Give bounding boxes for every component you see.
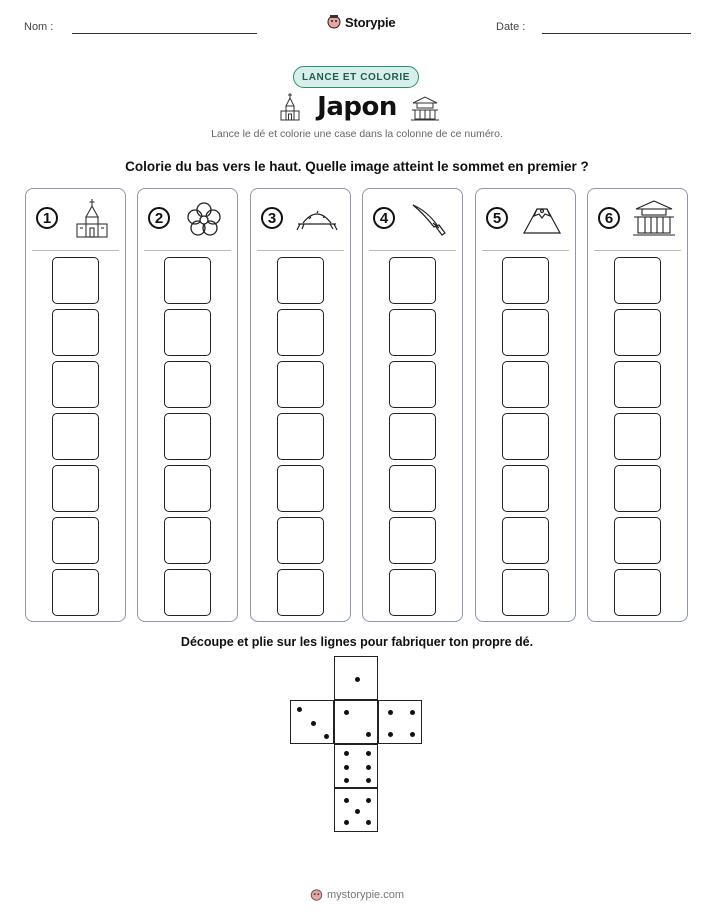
color-cell[interactable] <box>502 257 549 304</box>
color-cell[interactable] <box>614 361 661 408</box>
dice-pip <box>355 809 360 814</box>
color-cell[interactable] <box>389 517 436 564</box>
date-line[interactable] <box>542 33 691 34</box>
dice-pip <box>366 732 371 737</box>
color-cell[interactable] <box>52 257 99 304</box>
dice-caption: Découpe et plie sur les lignes pour fabriquer ton propre dé. <box>180 635 534 649</box>
column-4 <box>362 188 463 622</box>
date-label: Date : <box>496 21 526 33</box>
dice-face-4 <box>378 700 422 744</box>
column-5 <box>475 188 576 622</box>
column-number: 3 <box>261 207 283 229</box>
dice-net <box>290 656 426 836</box>
dice-pip <box>344 710 349 715</box>
color-cell[interactable] <box>614 309 661 356</box>
color-cell[interactable] <box>614 517 661 564</box>
page-title: Japon <box>317 92 397 122</box>
color-cell[interactable] <box>502 413 549 460</box>
column-header <box>26 189 125 249</box>
color-cell[interactable] <box>164 413 211 460</box>
color-cell[interactable] <box>52 517 99 564</box>
dice-pip <box>366 751 371 756</box>
dice-face-6 <box>334 744 378 788</box>
column-header <box>251 189 350 249</box>
color-cell[interactable] <box>164 517 211 564</box>
color-cell[interactable] <box>389 465 436 512</box>
column-number: 5 <box>486 207 508 229</box>
color-cell[interactable] <box>277 257 324 304</box>
dice-pip <box>366 798 371 803</box>
color-cell[interactable] <box>389 309 436 356</box>
temple-icon <box>632 197 676 241</box>
color-cell[interactable] <box>389 569 436 616</box>
name-line[interactable] <box>72 33 257 34</box>
color-cell[interactable] <box>277 309 324 356</box>
dice-pip <box>344 798 349 803</box>
color-cell[interactable] <box>502 569 549 616</box>
color-cell[interactable] <box>614 413 661 460</box>
dice-pip <box>344 778 349 783</box>
dice-pip <box>344 765 349 770</box>
dice-face-2 <box>334 700 378 744</box>
church-icon <box>70 197 114 241</box>
footer-url: mystorypie.com <box>326 889 405 901</box>
flower-icon <box>182 197 226 241</box>
brand-name: Storypie <box>345 14 396 30</box>
column-number: 4 <box>373 207 395 229</box>
dice-pip <box>344 751 349 756</box>
dice-pip <box>311 721 316 726</box>
katana-icon <box>407 197 451 241</box>
color-cell[interactable] <box>52 309 99 356</box>
color-cell[interactable] <box>614 257 661 304</box>
column-divider <box>594 250 681 251</box>
dice-pip <box>366 820 371 825</box>
color-cell[interactable] <box>52 413 99 460</box>
column-2 <box>137 188 238 622</box>
storypie-mascot-icon <box>327 14 341 30</box>
column-header <box>138 189 237 249</box>
color-cell[interactable] <box>52 569 99 616</box>
column-divider <box>369 250 456 251</box>
dice-pip <box>344 820 349 825</box>
rice-bowl-icon <box>295 197 339 241</box>
column-header <box>363 189 462 249</box>
column-number: 6 <box>598 207 620 229</box>
color-cell[interactable] <box>164 569 211 616</box>
column-number: 2 <box>148 207 170 229</box>
column-divider <box>257 250 344 251</box>
category-badge: LANCE ET COLORIE <box>293 66 419 88</box>
column-divider <box>482 250 569 251</box>
column-divider <box>144 250 231 251</box>
dice-pip <box>324 734 329 739</box>
dice-face-3 <box>290 700 334 744</box>
column-6 <box>587 188 688 622</box>
color-cell[interactable] <box>277 465 324 512</box>
color-cell[interactable] <box>164 465 211 512</box>
dice-pip <box>355 677 360 682</box>
storypie-mascot-icon <box>310 888 323 902</box>
color-cell[interactable] <box>502 517 549 564</box>
instruction-text: Colorie du bas vers le haut. Quelle image atteint le sommet en premier ? <box>125 159 589 174</box>
color-cell[interactable] <box>389 361 436 408</box>
color-cell[interactable] <box>164 309 211 356</box>
dice-pip <box>366 765 371 770</box>
temple-icon <box>410 95 440 121</box>
color-cell[interactable] <box>389 257 436 304</box>
name-label: Nom : <box>24 21 54 33</box>
dice-pip <box>388 710 393 715</box>
dice-pip <box>410 732 415 737</box>
color-cell[interactable] <box>277 569 324 616</box>
dice-pip <box>297 707 302 712</box>
color-cell[interactable] <box>614 465 661 512</box>
page-subtitle: Lance le dé et colorie une case dans la colonne de ce numéro. <box>211 128 503 140</box>
color-cell[interactable] <box>502 465 549 512</box>
color-cell[interactable] <box>52 361 99 408</box>
color-cell[interactable] <box>277 517 324 564</box>
color-cell[interactable] <box>277 361 324 408</box>
dice-pip <box>388 732 393 737</box>
dice-pip <box>410 710 415 715</box>
color-cell[interactable] <box>164 361 211 408</box>
column-number: 1 <box>36 207 58 229</box>
color-cell[interactable] <box>502 309 549 356</box>
color-cell[interactable] <box>502 361 549 408</box>
dice-pip <box>366 778 371 783</box>
brand-logo <box>327 14 395 30</box>
color-cell[interactable] <box>164 257 211 304</box>
color-cell[interactable] <box>277 413 324 460</box>
column-3 <box>250 188 351 622</box>
column-divider <box>32 250 119 251</box>
column-1 <box>25 188 126 622</box>
color-cell[interactable] <box>614 569 661 616</box>
color-cell[interactable] <box>389 413 436 460</box>
footer <box>0 888 714 902</box>
mount-fuji-icon <box>520 197 564 241</box>
column-header <box>476 189 575 249</box>
column-header <box>588 189 687 249</box>
dice-face-5 <box>334 788 378 832</box>
color-cell[interactable] <box>52 465 99 512</box>
dice-face-1 <box>334 656 378 700</box>
